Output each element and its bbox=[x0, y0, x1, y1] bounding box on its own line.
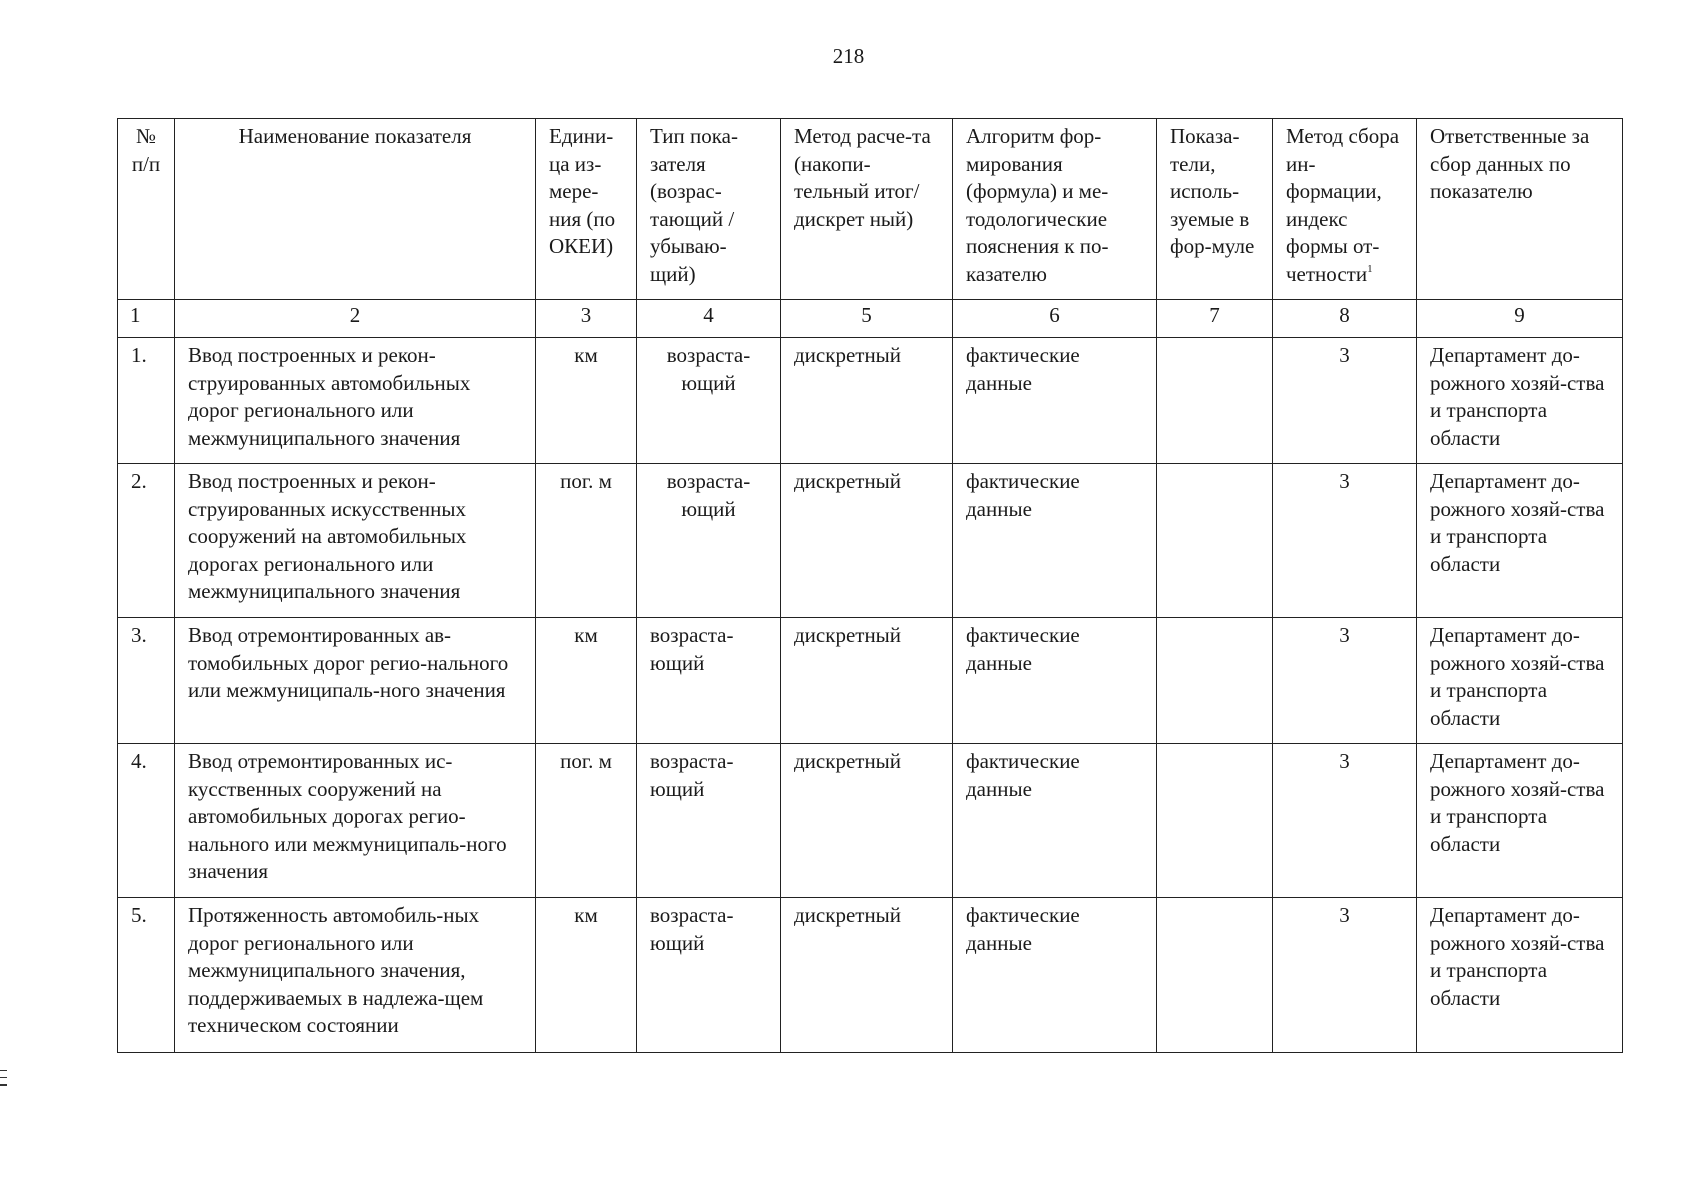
header-cell-formula-indicators: Показа-тели, исполь-зуемые в фор-муле bbox=[1157, 119, 1273, 300]
header-cell-number: № п/п bbox=[118, 119, 175, 300]
formula-indicators-cell bbox=[1157, 618, 1273, 744]
column-number-cell: 4 bbox=[637, 300, 781, 338]
responsible-cell: Департамент до-рожного хозяй-ства и транспорта области bbox=[1417, 464, 1623, 618]
column-number-cell: 3 bbox=[536, 300, 637, 338]
collection-cell: 3 bbox=[1273, 338, 1417, 464]
table-row bbox=[118, 338, 1623, 464]
method-cell: дискретный bbox=[781, 744, 953, 898]
row-number: 1. bbox=[118, 338, 175, 464]
collection-cell: 3 bbox=[1273, 744, 1417, 898]
method-cell: дискретный bbox=[781, 898, 953, 1053]
table-header-row bbox=[118, 119, 1623, 300]
formula-indicators-cell bbox=[1157, 464, 1273, 618]
algorithm-cell: фактические данные bbox=[953, 898, 1157, 1053]
collection-cell: 3 bbox=[1273, 618, 1417, 744]
table-row bbox=[118, 898, 1623, 1053]
type-cell: возраста-ющий bbox=[637, 898, 781, 1053]
unit-cell: пог. м bbox=[536, 744, 637, 898]
header-cell-algorithm: Алгоритм фор-мирования (формула) и ме-тодологические пояснения к по-казателю bbox=[953, 119, 1157, 300]
row-number: 5. bbox=[118, 898, 175, 1053]
column-number-cell: 9 bbox=[1417, 300, 1623, 338]
unit-cell: км bbox=[536, 618, 637, 744]
header-cell-method: Метод расче-та (накопи-тельный итог/дискрет ный) bbox=[781, 119, 953, 300]
footnote-mark: 1 bbox=[1367, 262, 1373, 275]
row-number: 3. bbox=[118, 618, 175, 744]
type-cell: возраста-ющий bbox=[637, 744, 781, 898]
type-cell: возраста-ющий bbox=[637, 464, 781, 618]
unit-cell: пог. м bbox=[536, 464, 637, 618]
column-number-cell: 6 bbox=[953, 300, 1157, 338]
table-row bbox=[118, 464, 1623, 618]
table-row bbox=[118, 618, 1623, 744]
table-row bbox=[118, 744, 1623, 898]
header-cell-name: Наименование показателя bbox=[175, 119, 536, 300]
algorithm-cell: фактические данные bbox=[953, 338, 1157, 464]
responsible-cell: Департамент до-рожного хозяй-ства и транспорта области bbox=[1417, 898, 1623, 1053]
indicator-name: Протяженность автомобиль-ных дорог регионального или межмуниципального значения, поддерживаемых в надлежа-щем техническом состоянии bbox=[175, 898, 536, 1053]
header-cell-responsible: Ответственные за сбор данных по показателю bbox=[1417, 119, 1623, 300]
formula-indicators-cell bbox=[1157, 338, 1273, 464]
type-cell: возраста-ющий bbox=[637, 338, 781, 464]
method-cell: дискретный bbox=[781, 618, 953, 744]
header-cell-unit: Едини-ца из-мере-ния (по ОКЕИ) bbox=[536, 119, 637, 300]
collection-cell: 3 bbox=[1273, 898, 1417, 1053]
unit-cell: км bbox=[536, 338, 637, 464]
algorithm-cell: фактические данные bbox=[953, 464, 1157, 618]
collection-cell: 3 bbox=[1273, 464, 1417, 618]
column-number-cell: 8 bbox=[1273, 300, 1417, 338]
column-number-cell: 5 bbox=[781, 300, 953, 338]
row-number: 2. bbox=[118, 464, 175, 618]
header-cell-collection bbox=[1273, 119, 1417, 300]
method-cell: дискретный bbox=[781, 338, 953, 464]
indicator-name: Ввод отремонтированных ав-томобильных дорог регио-нального или межмуниципаль-ного значения bbox=[175, 618, 536, 744]
type-cell: возраста-ющий bbox=[637, 618, 781, 744]
page-number: 218 bbox=[832, 44, 865, 68]
margin-mark bbox=[0, 1070, 7, 1092]
indicator-name: Ввод построенных и рекон-струированных искусственных сооружений на автомобильных дорогах регионального или межмуниципального значения bbox=[175, 464, 536, 618]
indicators-table bbox=[117, 118, 1623, 1053]
column-number-cell: 2 bbox=[175, 300, 536, 338]
responsible-cell: Департамент до-рожного хозяй-ства и транспорта области bbox=[1417, 618, 1623, 744]
method-cell: дискретный bbox=[781, 464, 953, 618]
formula-indicators-cell bbox=[1157, 744, 1273, 898]
responsible-cell: Департамент до-рожного хозяй-ства и транспорта области bbox=[1417, 744, 1623, 898]
header-collection-text: Метод сбора ин-формации, индекс формы от-четности bbox=[1286, 124, 1400, 286]
column-number-cell: 1 bbox=[118, 300, 175, 338]
algorithm-cell: фактические данные bbox=[953, 744, 1157, 898]
indicator-name: Ввод отремонтированных ис-кусственных сооружений на автомобильных дорогах регио-нального или межмуниципаль-ного значения bbox=[175, 744, 536, 898]
unit-cell: км bbox=[536, 898, 637, 1053]
formula-indicators-cell bbox=[1157, 898, 1273, 1053]
algorithm-cell: фактические данные bbox=[953, 618, 1157, 744]
responsible-cell: Департамент до-рожного хозяй-ства и транспорта области bbox=[1417, 338, 1623, 464]
column-number-cell: 7 bbox=[1157, 300, 1273, 338]
header-cell-type: Тип пока-зателя (возрас-тающий / убываю-щий) bbox=[637, 119, 781, 300]
indicator-name: Ввод построенных и рекон-струированных автомобильных дорог регионального или межмуниципального значения bbox=[175, 338, 536, 464]
column-number-row bbox=[118, 300, 1623, 338]
row-number: 4. bbox=[118, 744, 175, 898]
